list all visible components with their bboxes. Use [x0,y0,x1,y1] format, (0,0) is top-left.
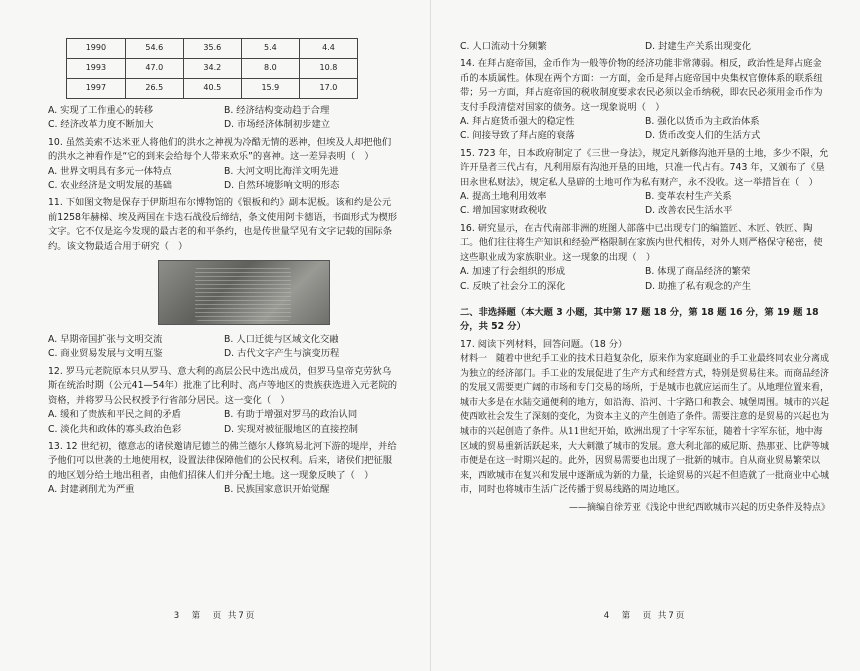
question-14: 14. 在拜占庭帝国，金币作为一般等价物的经济功能非常薄弱。相反，政治性是拜占庭金币的本质属性。体现在两个方面：一方面，金币是拜占庭帝国中央集权官僚体系的联系纽带；另一方面，拜占庭帝国的税收制度要求农民必须以金币纳税，即农民必须用金币作为支付手段清偿对国家的债务。这一现象说明（ ） [460,58,823,113]
option-a[interactable]: A. 世界文明具有多元一体特点 [48,165,172,177]
option-a[interactable]: A. 封建剥削尤为严重 [48,484,135,496]
table-row: 1997 26.5 40.5 15.9 17.0 [67,79,358,99]
q14-options [460,115,830,144]
option-d[interactable]: D. 自然环境影响文明的形态 [224,180,340,192]
q13-options-cont [460,40,830,54]
option-b[interactable]: B. 体现了商品经济的繁荣 [645,266,751,278]
question-15: 15. 723 年，日本政府制定了《三世一身法》，规定凡新修沟池开垦的土地，多少不限，允许开垦者三代占有，凡利用原有沟池开垦的田地，只准一代占有。743 年，又颁布了《垦田永世私财法》，规定私人垦辟的土地可作为私有财产，永不没收。这一举措旨在（ ） [460,147,829,188]
option-b[interactable]: B. 民族国家意识开始觉醒 [224,484,330,496]
q16-options [460,265,830,294]
question-16: 16. 研究显示，在古代南部非洲的班图人部落中已出现专门的编篮匠、木匠、铁匠、陶工。他们往往将生产知识和经验严格限制在家族内世代相传，对外人则严格保守秘密，使这些职业成为家族职业。这一现象的出现（ ） [460,222,823,263]
clay-tablet-image [158,260,330,325]
option-d[interactable]: D. 助推了私有观念的产生 [645,280,752,292]
data-table [66,38,358,99]
page-4 [430,0,860,671]
option-a[interactable]: A. 缓和了贵族和平民之间的矛盾 [48,409,181,421]
material-text: 材料一 随着中世纪手工业的技术日趋复杂化，原来作为家庭副业的手工业最终同农业分离成为独立的经济部门。手工业的发展促进了生产方式和经营方式，特别是贸易往来。而商品经济的发展又需要更广阔的市场和专门交易的场所，于是城市也就应运而生了。从地理位置来看，城市大多是在水陆交通便利的地方，如沿海、沿河、十字路口和教会、城堡周围。城市的兴起使西欧社会发生了深刻的变化，为资本主义的产生创造了条件。需要注意的是贸易的兴起也为城市的兴起创造了条件。从11世纪开始，欧洲出现了十字军东征，随着十字军东征，地中海区域的贸易重新活跃起来，大大刺激了城市的发展。意大利北部的威尼斯、热那亚、比萨等城市便是在这一时期兴起的。此外，因贸易需要也出现了一批新的城市。自从商业贸易繁荣以来，西欧城市在复兴和发展中逐渐成为新的力量，长途贸易的兴起不但造就了一批商业中心城市，同时也将城市生活广泛传播于贸易线路的周边地区。 [460,354,830,496]
option-c[interactable]: C. 淡化共和政体的寡头政治色彩 [48,423,182,435]
option-d[interactable]: D. 市场经济体制初步建立 [224,119,331,131]
option-a[interactable]: A. 早期帝国扩张与文明交流 [48,334,163,346]
section-heading: 二、非选择题（本大题 3 小题，其中第 17 题 18 分，第 18 题 16 分，第 19 题 18 分，共 52 分） [460,306,819,333]
option-c[interactable]: C. 增加国家财政税收 [460,205,547,217]
option-b[interactable]: B. 有助于增强对罗马的政治认同 [224,409,358,421]
option-c[interactable]: C. 人口流动十分频繁 [460,41,547,52]
page-footer: 3 第 页 共7页 [173,610,257,621]
page-footer: 4 第 页 共7页 [603,610,687,621]
option-a[interactable]: A. 加速了行会组织的形成 [460,266,566,278]
question-13: 13. 12 世纪初，德意志的诸侯邀请尼德兰的佛兰德尔人修筑易北河下游的堤岸，并给予他们可以世袭的土地使用权，设置法律保障他们的公民权利。后来，诸侯们把征服的地区划分给土地出租者，由他们招徕人们并分配土地。这一现象反映了（ ） [48,440,397,481]
table-row: 1990 54.6 35.6 5.4 4.4 [67,39,358,59]
option-b[interactable]: B. 人口迁徙与区域文化交融 [224,334,339,346]
q13-options [48,483,400,497]
option-a[interactable]: A. 提高土地利用效率 [460,191,547,203]
question-12: 12. 罗马元老院原本只从罗马、意大利的高层公民中选出成员，但罗马皇帝克劳狄乌斯在统治时期（公元41—54年）批准了比利时、高卢等地区的贵族获选进入元老院的资格，并将罗马公民权授予行省部分居民。这一变化（ ） [48,365,398,406]
option-d[interactable]: D. 货币改变人们的生活方式 [645,130,761,142]
material-source: ——摘编自徐芳亚《浅论中世纪西欧城市兴起的历史条件及特点》 [568,502,830,513]
q9-options [48,104,400,133]
q10-options [48,165,400,194]
option-c[interactable]: C. 反映了社会分工的深化 [460,280,566,292]
question-17: 17. 阅读下列材料，回答问题。（18 分） [460,338,628,350]
option-c[interactable]: C. 经济改革力度不断加大 [48,119,154,131]
option-b[interactable]: B. 大河文明比海洋文明先进 [224,165,339,177]
option-d[interactable]: D. 改善农民生活水平 [645,205,733,217]
table-row: 1993 47.0 34.2 8.0 10.8 [67,59,358,79]
option-d[interactable]: D. 实现对被征服地区的直接控制 [224,423,358,435]
option-c[interactable]: C. 商业贸易发展与文明互鉴 [48,348,163,360]
question-10: 10. 虽然美索不达米亚人将他们的洪水之神视为冷酷无情的恶神，但埃及人却把他们的洪水之神看作是“它的到来会给每个人带来欢乐”的喜神。这一差异表明（ ） [48,136,392,163]
option-a[interactable]: A. 拜占庭货币强大的稳定性 [460,116,575,128]
option-c[interactable]: C. 间接导致了拜占庭的衰落 [460,130,575,142]
q12-options [48,408,400,437]
option-a[interactable]: A. 实现了工作重心的转移 [48,105,154,116]
option-b[interactable]: B. 变革农村生产关系 [645,191,732,203]
q15-options [460,190,830,219]
option-b[interactable]: B. 经济结构变动趋于合理 [224,105,330,116]
option-d[interactable]: D. 古代文字产生与演变历程 [224,348,340,360]
option-d[interactable]: D. 封建生产关系出现变化 [645,41,752,52]
option-c[interactable]: C. 农业经济是文明发展的基础 [48,180,172,192]
right-column [460,40,830,516]
q11-options [48,333,400,362]
question-11: 11. 下如图文物是保存于伊斯坦布尔博物馆的《银板和约》副本泥板。该和约是公元前1258年赫梯、埃及两国在卡迭石战役后缔结，条文使用阿卡德语，书面形式为楔形文字。它不仅是迄今发现的最古老的和平条约，也是传世量罕见有文字记载的国际条约。该文物最适合用于研究（ ） [48,197,398,252]
left-column [48,0,400,498]
option-b[interactable]: B. 强化以货币为主政治体系 [645,116,760,128]
